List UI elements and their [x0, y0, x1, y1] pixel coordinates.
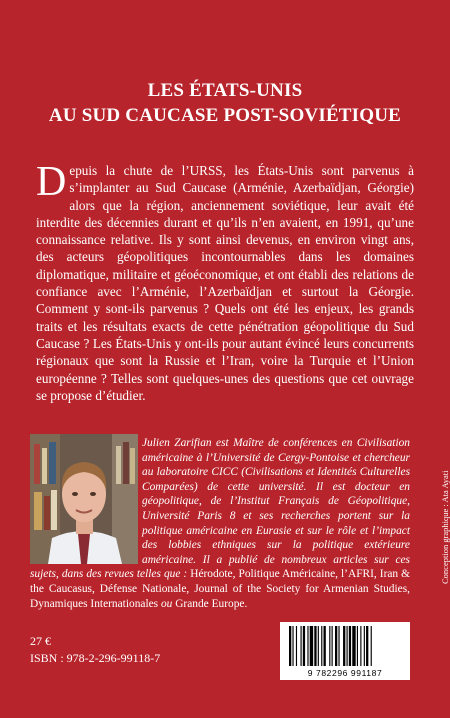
title-line-2: AU SUD CAUCASE POST-SOVIÉTIQUE: [48, 105, 402, 126]
summary-text: epuis la chute de l’URSS, les États-Unis sont parvenus à s’implanter au Sud Caucase (Arménie, Azerbaïdjan, Géorgie) alors que la région, anciennement soviétique, leur avait été interdite des décennies durant et qu’ils n’en avaient, en 1991, qu’une connaissance relative. Ils y sont ainsi devenus, en environ vingt ans, des acteurs géopolitiques incontournables dans les domaines diplomatique, militaire et géoéconomique, et ont établi des relations de confiance avec l’Arménie, l’Azerbaïdjan et surtout la Géorgie. Comment y sont-ils parvenus ? Quels ont été les enjeux, les grands traits et les résultats exacts de cette pénétration géopolitique du Sud Caucase ? Les États-Unis y ont-ils pour autant évincé leurs concurrents régionaux que sont la Russie et l’Iran, voire la Turquie et l’Union européenne ? Telles sont quelques-unes des questions que cet ouvrage se propose d’étudier.: [36, 163, 414, 403]
barcode-bars-icon: [289, 626, 401, 666]
author-bio: [30, 436, 410, 611]
drop-cap: D: [36, 159, 67, 205]
bio-conjunction: ou: [158, 597, 176, 610]
bio-journals-last: Grande Europe.: [175, 597, 248, 610]
isbn-label: ISBN : 978-2-296-99118-7: [30, 651, 161, 665]
bio-journals: Hérodote, Politique Américaine, l’AFRI, Iran & the Caucasus, Défense Nationale, Journal of the Society for Armenian Studies, Dynamiques Internationales: [30, 568, 411, 610]
title-line-1: LES ÉTATS-UNIS: [147, 80, 303, 101]
barcode-number: 9 782296 991187: [307, 668, 383, 678]
design-credit: Conception graphique : Ata Ayati: [440, 470, 450, 584]
barcode: [280, 622, 410, 680]
book-summary: [36, 159, 414, 404]
price-label: 27 €: [30, 634, 51, 648]
book-title: [0, 78, 450, 128]
bio-text: Julien Zarifian est Maître de conférences en Civilisation américaine à l’Université de Cergy-Pontoise et chercheur au laboratoire CICC (Civilisations et Identités Culturelles Comparées) de cette université. Il est docteur en géopolitique, de l’Institut Français de Géopolitique, Université Paris 8 et ses recherches portent sur la politique américaine en Eurasie et sur le rôle et l’impact des lobbies ethniques sur la politique extérieure américaine. Il a publié de nombreux articles sur ces sujets, dans des revues telles que :: [30, 437, 410, 581]
